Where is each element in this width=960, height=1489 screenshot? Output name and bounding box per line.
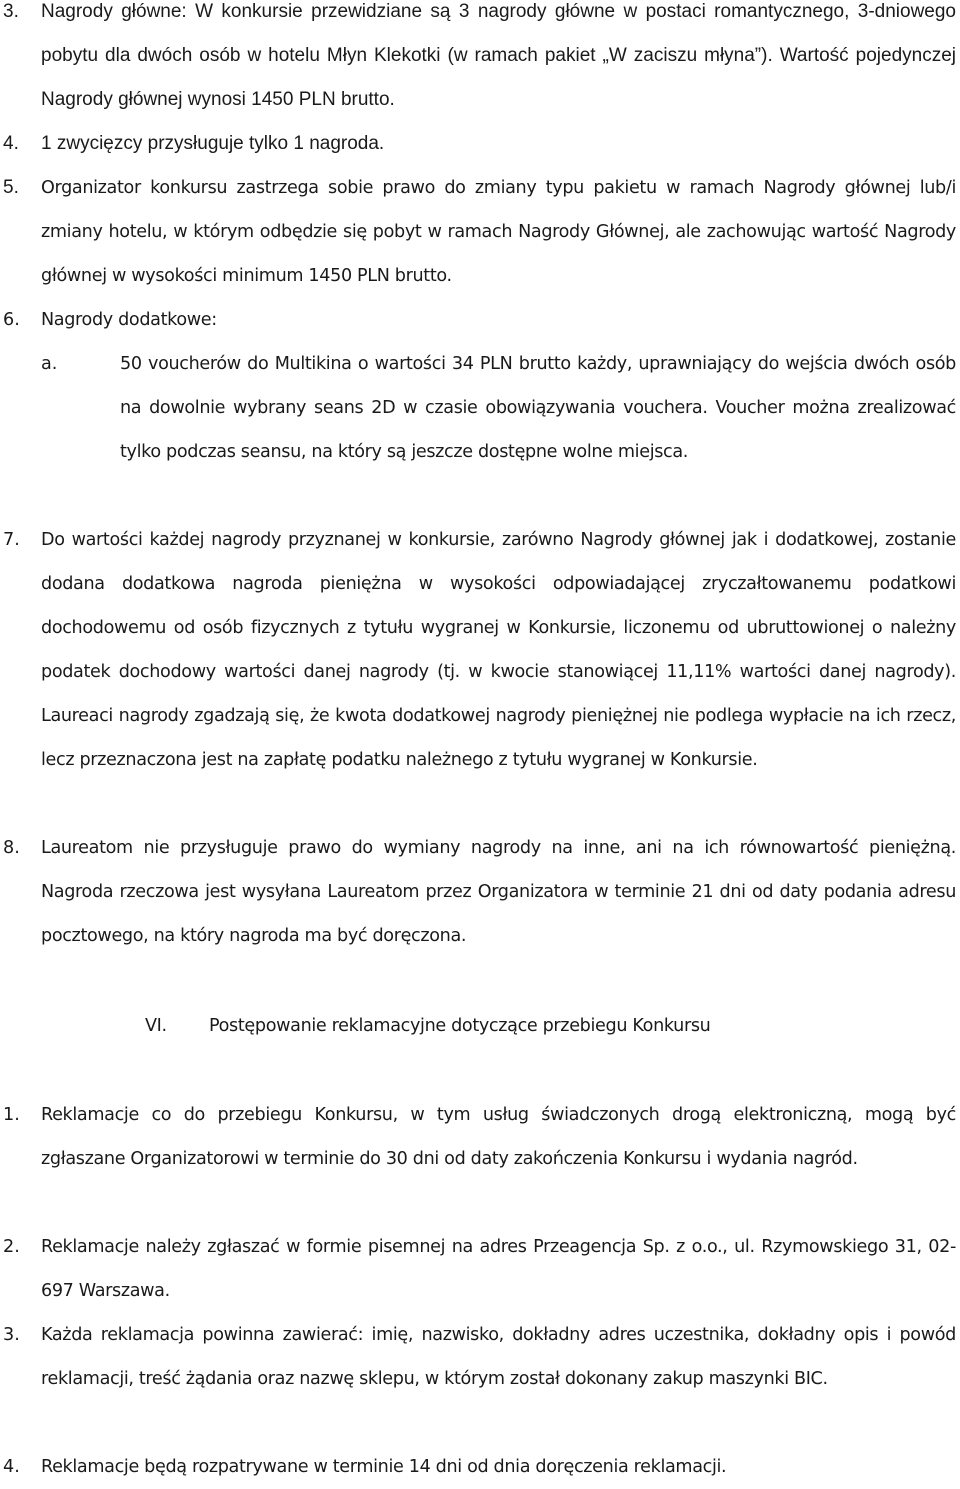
list-item-number: 3. — [3, 1, 19, 22]
list-item-number: 8. — [3, 838, 20, 858]
list-item — [0, 1445, 956, 1489]
list-item — [0, 1093, 956, 1225]
list-item — [0, 518, 956, 826]
list-item — [0, 298, 956, 342]
list-item-number: 3. — [3, 1325, 20, 1345]
list-item-text: 1 zwycięzcy przysługuje tylko 1 nagroda. — [41, 133, 385, 154]
list-item-text: Nagrody główne: W konkursie przewidziane są 3 nagrody główne w postaci romantycznego, 3-dniowego pobytu dla dwóch osób w hotelu Młyn Klekotki (w ramach pakiet „W zaciszu młyna”). Wartość pojedynczej Nagrody głównej wynosi 1450 PLN brutto. — [41, 1, 956, 110]
list-item — [0, 826, 956, 958]
list-item-text: Nagrody dodatkowe: — [41, 310, 217, 330]
list-item-text: Każda reklamacja powinna zawierać: imię, nazwisko, dokładny adres uczestnika, dokładny opis i powód reklamacji, treść żądania oraz nazwę sklepu, w którym został dokonany zakup maszynki BIC. — [41, 1325, 956, 1389]
list-item-text: Organizator konkursu zastrzega sobie prawo do zmiany typu pakietu w ramach Nagrody głównej lub/i zmiany hotelu, w którym odbędzie się pobyt w ramach Nagrody Głównej, ale zachowując wartość Nagrody głównej w wysokości minimum 1450 PLN brutto. — [41, 178, 956, 286]
list-item — [0, 1313, 956, 1445]
list-item-text: Laureatom nie przysługuje prawo do wymiany nagrody na inne, ani na ich równowartość pieniężną. Nagroda rzeczowa jest wysyłana Laureatom przez Organizatora w terminie 21 dni od daty podania adresu pocztowego, na który nagroda ma być doręczona. — [41, 838, 956, 946]
list-item — [0, 166, 956, 298]
list-item-number: 4. — [3, 133, 19, 154]
list-item — [0, 1225, 956, 1313]
section-heading — [0, 1004, 960, 1048]
list-item-number: 7. — [3, 530, 20, 550]
list-item-number: 5. — [3, 177, 19, 198]
sub-list-item — [41, 342, 956, 518]
list-item-number: 1. — [3, 1105, 20, 1125]
list-item-number: 2. — [3, 1237, 20, 1257]
sub-list-item-text: 50 voucherów do Multikina o wartości 34 PLN brutto każdy, uprawniający do wejścia dwóch osób na dowolnie wybrany seans 2D w czasie obowiązywania vouchera. Voucher można zrealizować tylko podczas seansu, na który są jeszcze dostępne wolne miejsca. — [120, 354, 956, 462]
list-item-text: Reklamacje będą rozpatrywane w terminie 14 dni od dnia doręczenia reklamacji. — [41, 1457, 727, 1477]
section-title: Postępowanie reklamacyjne dotyczące przebiegu Konkursu — [209, 1016, 711, 1036]
section-number: VI. — [145, 1016, 167, 1036]
list-item — [0, 0, 956, 122]
list-item-text: Reklamacje co do przebiegu Konkursu, w tym usług świadczonych drogą elektroniczną, mogą być zgłaszane Organizatorowi w terminie do 30 dni od daty zakończenia Konkursu i wydania nagród. — [41, 1105, 956, 1169]
list-item — [0, 122, 956, 166]
list-item-text: Do wartości każdej nagrody przyznanej w konkursie, zarówno Nagrody głównej jak i dodatkowej, zostanie dodana dodatkowa nagroda pieniężna w wysokości odpowiadającej zryczałtowanemu podatkowi dochodowemu od osób fizycznych z tytułu wygranej w Konkursie, liczonemu od ubruttowionej o należny podatek dochodowy wartości danej nagrody (tj. w kwocie stanowiącej 11,11% wartości danej nagrody). Laureaci nagrody zgadzają się, że kwota dodatkowej nagrody pieniężnej nie podlega wypłacie na ich rzecz, lecz przeznaczona jest na zapłatę podatku należnego z tytułu wygranej w Konkursie. — [41, 530, 956, 770]
list-item-number: 4. — [3, 1457, 20, 1477]
list-item-number: 6. — [3, 310, 20, 330]
list-item-text: Reklamacje należy zgłaszać w formie pisemnej na adres Przeagencja Sp. z o.o., ul. Rzymowskiego 31, 02-697 Warszawa. — [41, 1237, 956, 1301]
sub-list-item-letter: a. — [41, 354, 58, 374]
